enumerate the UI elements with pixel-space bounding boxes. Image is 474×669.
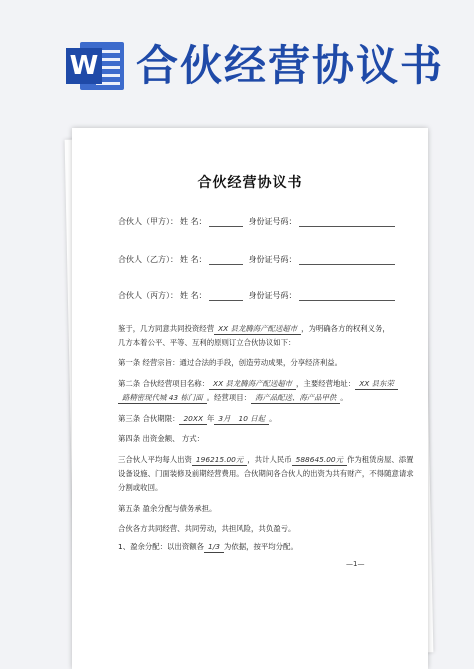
party-label: 合伙人（乙方）：: [118, 255, 178, 264]
name-blank: [209, 291, 243, 301]
article-4: 第四条 出资金额、 方式：: [118, 434, 204, 443]
punctuation: 。: [269, 414, 277, 423]
name-label: 姓 名：: [180, 217, 207, 226]
punctuation: 。: [340, 393, 348, 402]
items-label: 。经营项目：: [206, 393, 251, 402]
capital-line-1: [118, 455, 414, 466]
capital-text-end: 作为租赁房屋、添置: [347, 455, 414, 464]
article-2-line-1: [118, 379, 398, 390]
capital-line-3: 分割或收回。: [118, 483, 163, 492]
banner-title: 合伙经营协议书: [136, 41, 445, 90]
address-label: ，主要经营地址：: [296, 379, 356, 388]
id-label: 身份证号码：: [248, 291, 297, 300]
name-blank: [209, 255, 243, 265]
capital-total-fill: 588645.00元: [292, 455, 347, 466]
document-title: 合伙经营协议书: [197, 175, 303, 191]
party-row-jia: [118, 216, 395, 227]
article-3: [118, 414, 276, 425]
intro-line-2: 几方本着公平、平等、互利的原则订立合伙协议如下：: [118, 338, 296, 347]
profit-text: 1、盈余分配：以出资额各: [118, 542, 205, 551]
id-label: 身份证号码：: [248, 217, 297, 226]
article-2-label: 第二条 合伙经营项目名称：: [118, 379, 210, 388]
intro-text-end: ，为明确各方的权利义务，: [301, 324, 390, 333]
page-number: —1—: [346, 560, 365, 568]
article-5: 第五条 盈余分配与债务承担。: [118, 504, 217, 513]
party-row-bing: [118, 290, 395, 301]
profit-distribution-line: [118, 542, 298, 553]
party-label: 合伙人（丙方）：: [118, 291, 178, 300]
id-blank: [299, 291, 395, 301]
id-label: 身份证号码：: [248, 255, 297, 264]
year-fill: 20XX: [179, 414, 207, 425]
ratio-fill: 1/3: [204, 542, 224, 553]
capital-text: 三合伙人平均每人出资: [118, 455, 192, 464]
intro-text: 鉴于，几方同意共同投资经营: [118, 324, 215, 333]
capital-line-2: 设备设施、门面装修及前期经营费用。合伙期间各合伙人的出资为共有财产，不得随意请求: [118, 469, 414, 478]
intro-fill: XX 县龙腾海产配送超市: [214, 324, 301, 335]
name-blank: [209, 217, 243, 227]
id-blank: [299, 255, 395, 265]
party-row-yi: [118, 254, 395, 265]
intro-line-1: [118, 324, 390, 335]
address-fill-1: XX 县东荣: [355, 379, 398, 390]
banner: [0, 0, 474, 112]
article-3-label: 第三条 合伙期限：: [118, 414, 180, 423]
word-icon-letter: W: [66, 48, 102, 84]
name-label: 姓 名：: [180, 291, 207, 300]
article-5-paragraph: 合伙各方共同经营、共同劳动，共担风险，共负盈亏。: [118, 524, 296, 533]
capital-each-fill: 196215.00元: [192, 455, 247, 466]
id-blank: [299, 217, 395, 227]
word-document-icon: [66, 40, 124, 92]
project-name-fill: XX 县龙腾海产配送超市: [209, 379, 296, 390]
party-label: 合伙人（甲方）：: [118, 217, 178, 226]
article-2-line-2: [118, 393, 348, 404]
business-items-fill: 海产品配送、海产品甲供: [251, 393, 340, 404]
document-page: [72, 128, 428, 669]
year-unit: 年: [207, 414, 215, 423]
capital-total-label: ，共计人民币: [247, 455, 292, 464]
day-fill: 10 日起: [235, 414, 270, 425]
address-fill-2: 路精密现代城 43 栋门面: [118, 393, 207, 404]
article-1: 第一条 经营宗旨：通过合法的手段，创造劳动成果，分享经济利益。: [118, 358, 343, 367]
profit-text-end: 为依据，按平均分配。: [223, 542, 298, 551]
name-label: 姓 名：: [180, 255, 207, 264]
month-fill: 3月: [214, 414, 234, 425]
